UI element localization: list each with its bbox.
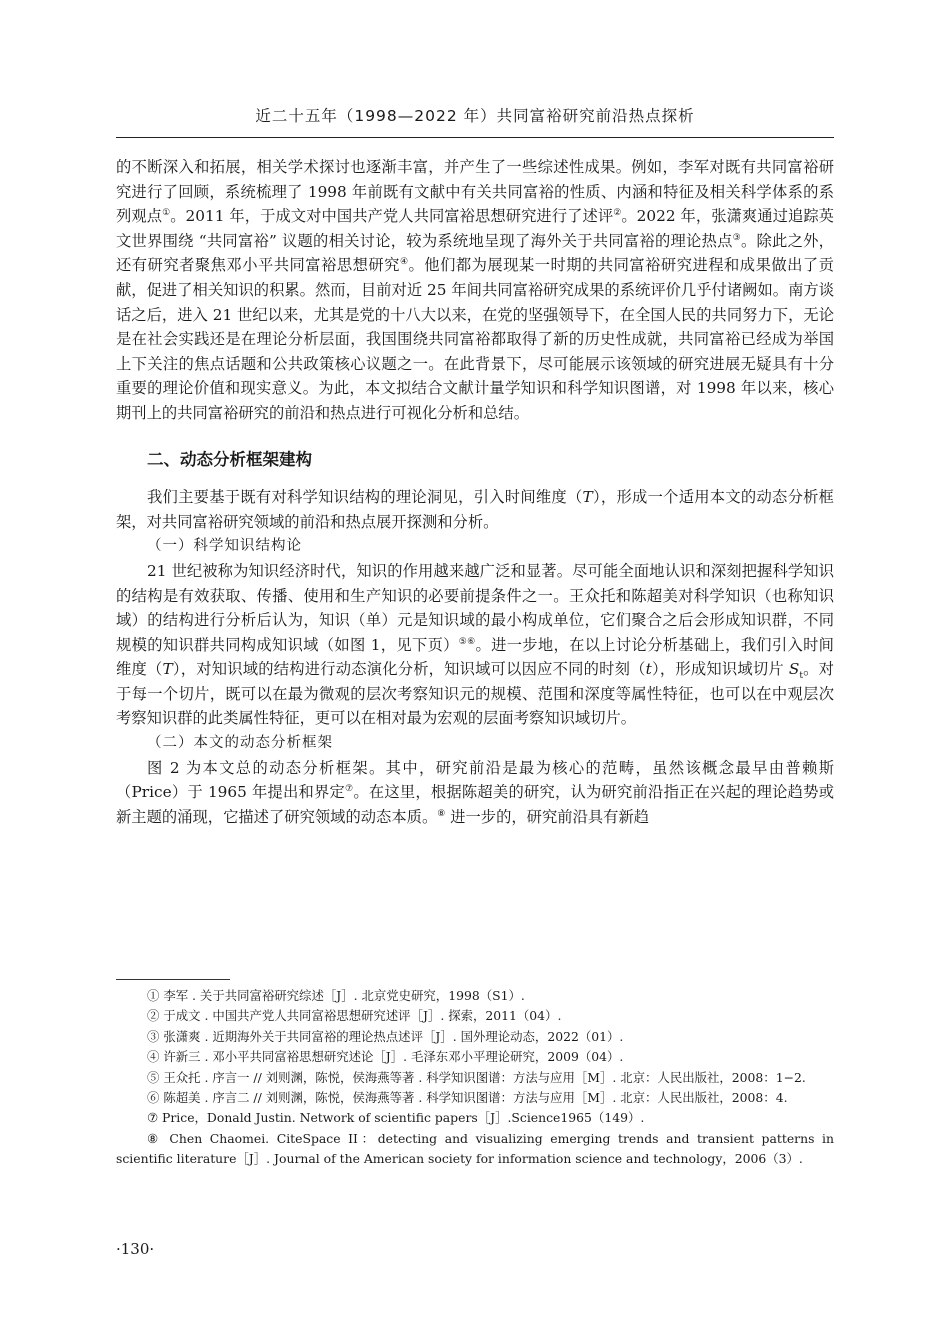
footnote-5: ⑤ 王众托 . 序言一 // 刘则渊，陈悦，侯海燕等著 . 科学知识图谱：方法与应用［M］. 北京：人民出版社，2008：1−2.	[147, 1069, 806, 1085]
footnote-ref-1[interactable]: ①	[162, 208, 171, 219]
footnote-1: ① 李军 . 关于共同富裕研究综述［J］. 北京党史研究，1998（S1）.	[147, 988, 525, 1003]
subsection-heading-1: （一）科学知识结构论	[147, 538, 302, 555]
footnote-ref-7[interactable]: ⑦	[345, 784, 354, 795]
header-rule	[116, 137, 834, 138]
footnote-ref-4[interactable]: ④	[399, 257, 409, 268]
footnote-3: ③ 张潇爽 . 近期海外关于共同富裕的理论热点述评［J］. 国外理论动态，2022（01）.	[147, 1028, 624, 1044]
footnote-6: ⑥ 陈超美 . 序言二 // 刘则渊，陈悦，侯海燕等著 . 科学知识图谱：方法与应用［M］. 北京：人民出版社，2008：4.	[147, 1090, 788, 1106]
footnotes	[116, 986, 834, 1170]
footnote-ref-5-6[interactable]: ⑤⑥	[458, 636, 476, 647]
footnote-rule	[116, 979, 230, 980]
main-body	[116, 155, 834, 829]
footnote-4: ④ 许新三 . 邓小平共同富裕思想研究述论［J］. 毛泽东邓小平理论研究，2009（04）.	[147, 1049, 624, 1065]
paragraph-2: 我们主要基于既有对科学知识结构的理论洞见，引入时间维度（T），形成一个适用本文的动态分析框架，对共同富裕研究领域的前沿和热点展开探测和分析。	[116, 488, 834, 531]
footnote-7: ⑦ Price，Donald Justin. Network of scientific papers［J］.Science1965（149）.	[147, 1110, 645, 1126]
footnote-8: ⑧ Chen Chaomei. CiteSpace II：detecting and visualizing emerging trends and transient patterns in scientific literature［J］. Journal of the American society for information science and technology，2006（3）.	[116, 1130, 834, 1167]
footnote-ref-3[interactable]: ③	[732, 232, 741, 243]
page-number: ·130·	[116, 1240, 155, 1258]
running-header: 近二十五年（1998—2022 年）共同富裕研究前沿热点探析	[255, 107, 695, 125]
section-heading: 二、动态分析框架建构	[147, 449, 312, 469]
paragraph-1: 的不断深入和拓展，相关学术探讨也逐渐丰富，并产生了一些综述性成果。例如，李军对既有共同富裕研究进行了回顾，系统梳理了 1998 年前既有文献中有关共同富裕的性质、内涵和特征及相关科学体系的系列观点①。2011 年，于成文对中国共产党人共同富裕思想研究进行了述评②。2022 年，张潇爽通过追踪英文世界围绕 “共同富裕” 议题的相关讨论，较为系统地呈现了海外关于共同富裕的理论热点③。除此之外，还有研究者聚焦邓小平共同富裕思想研究④。他们都为展现某一时期的共同富裕研究进程和成果做出了贡献，促进了相关知识的积累。然而，目前对近 25 年间共同富裕研究成果的系统评价几乎付诸阙如。南方谈话之后，进入 21 世纪以来，尤其是党的十八大以来，在党的坚强领导下，在全国人民的共同努力下，无论是在社会实践还是在理论分析层面，我国围绕共同富裕都取得了新的历史性成就，共同富裕已经成为举国上下关注的焦点话题和公共政策核心议题之一。在此背景下，尽可能展示该领域的研究进展无疑具有十分重要的理论价值和现实意义。为此，本文拟结合文献计量学知识和科学知识图谱，对 1998 年以来，核心期刊上的共同富裕研究的前沿和热点进行可视化分析和总结。	[116, 158, 834, 422]
footnote-2: ② 于成文 . 中国共产党人共同富裕思想研究述评［J］. 探索，2011（04）.	[147, 1008, 562, 1024]
paragraph-3: 21 世纪被称为知识经济时代，知识的作用越来越广泛和显著。尽可能全面地认识和深刻把握科学知识的结构是有效获取、传播、使用和生产知识的必要前提条件之一。王众托和陈超美对科学知识（也称知识域）的结构进行分析后认为，知识（单）元是知识域的最小构成单位，它们聚合之后会形成知识群，不同规模的知识群共同构成知识域（如图 1，见下页）⑤⑥。进一步地，在以上讨论分析基础上，我们引入时间维度（T），对知识域的结构进行动态演化分析，知识域可以因应不同的时刻（t），形成知识域切片 $S_t$。对于每一个切片，既可以在最为微观的层次考察知识元的规模、范围和深度等属性特征，也可以在中观层次考察知识群的此类属性特征，更可以在相对最为宏观的层面考察知识域切片。	[116, 561, 834, 728]
footnote-ref-2[interactable]: ②	[613, 208, 622, 219]
subsection-heading-2: （二）本文的动态分析框架	[147, 735, 333, 752]
footnote-ref-8[interactable]: ⑧	[437, 808, 446, 819]
paragraph-4: 图 2 为本文总的动态分析框架。其中，研究前沿是最为核心的范畴，虽然该概念最早由普赖斯（Price）于 1965 年提出和界定⑦。在这里，根据陈超美的研究，认为研究前沿指正在兴起的理论趋势或新主题的涌现，它描述了研究领域的动态本质。⑧ 进一步的，研究前沿具有新趋	[116, 758, 834, 826]
